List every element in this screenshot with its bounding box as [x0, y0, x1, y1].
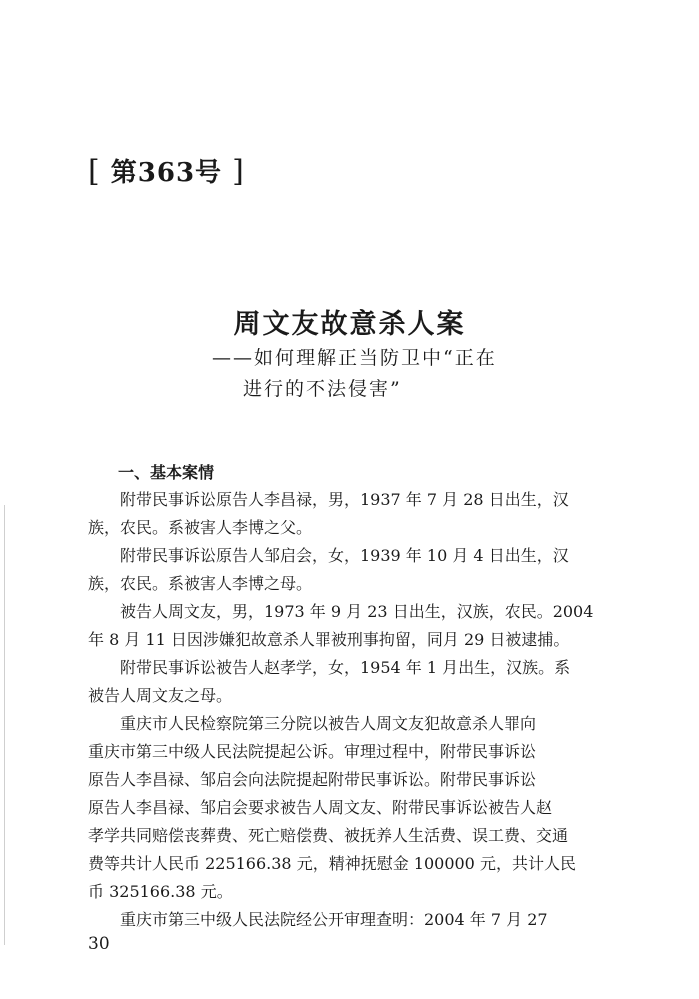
paragraph-line: 原告人李昌禄、邹启会要求被告人周文友、附带民事诉讼被告人赵 — [88, 798, 553, 817]
paragraph — [88, 710, 604, 906]
paragraph — [88, 906, 604, 934]
paragraph — [88, 654, 604, 710]
case-number-open-bracket: [ — [88, 154, 101, 189]
case-number-text: 第363号 — [110, 158, 223, 188]
paragraph-line: 币 325166.38 元。 — [88, 882, 233, 901]
case-number — [88, 152, 245, 189]
case-title: 周文友故意杀人案 — [233, 309, 466, 340]
subtitle-line-2: 进行的不法侵害” — [243, 378, 402, 400]
paragraph-line: 被告人周文友，男，1973 年 9 月 23 日出生，汉族，农民。2004 — [120, 602, 594, 621]
paragraph-line: 费等共计人民币 225166.38 元，精神抚慰金 100000 元，共计人民 — [88, 854, 576, 873]
scan-margin-line — [4, 505, 5, 945]
page-number: 30 — [88, 934, 110, 954]
case-number-close-bracket: ] — [232, 154, 245, 189]
paragraph — [88, 486, 604, 542]
paragraph-line: 孝学共同赔偿丧葬费、死亡赔偿费、被抚养人生活费、误工费、交通 — [88, 826, 569, 845]
paragraph-line: 年 8 月 11 日因涉嫌犯故意杀人罪被刑事拘留，同月 29 日被逮捕。 — [88, 630, 570, 649]
section-heading: 一、基本案情 — [118, 463, 215, 482]
paragraph-line: 附带民事诉讼原告人邹启会，女，1939 年 10 月 4 日出生，汉 — [120, 546, 569, 565]
paragraph-line: 附带民事诉讼被告人赵孝学，女，1954 年 1 月出生，汉族。系 — [120, 658, 571, 677]
paragraph-line: 附带民事诉讼原告人李昌禄，男，1937 年 7 月 28 日出生，汉 — [120, 490, 569, 509]
paragraph-line: 族，农民。系被害人李博之父。 — [88, 518, 313, 537]
subtitle-line-1: ——如何理解正当防卫中“正在 — [212, 347, 497, 369]
paragraph-line: 被告人周文友之母。 — [88, 686, 233, 705]
paragraph-line: 族，农民。系被害人李博之母。 — [88, 574, 313, 593]
paragraph — [88, 542, 604, 598]
body-text — [88, 486, 604, 934]
paragraph-line: 重庆市人民检察院第三分院以被告人周文友犯故意杀人罪向 — [120, 714, 537, 733]
paragraph-line: 重庆市第三中级人民法院提起公诉。审理过程中，附带民事诉讼 — [88, 742, 537, 761]
paragraph-line: 重庆市第三中级人民法院经公开审理查明：2004 年 7 月 27 — [120, 910, 548, 929]
paragraph-line: 原告人李昌禄、邹启会向法院提起附带民事诉讼。附带民事诉讼 — [88, 770, 537, 789]
case-subtitle — [212, 343, 497, 405]
paragraph — [88, 598, 604, 654]
